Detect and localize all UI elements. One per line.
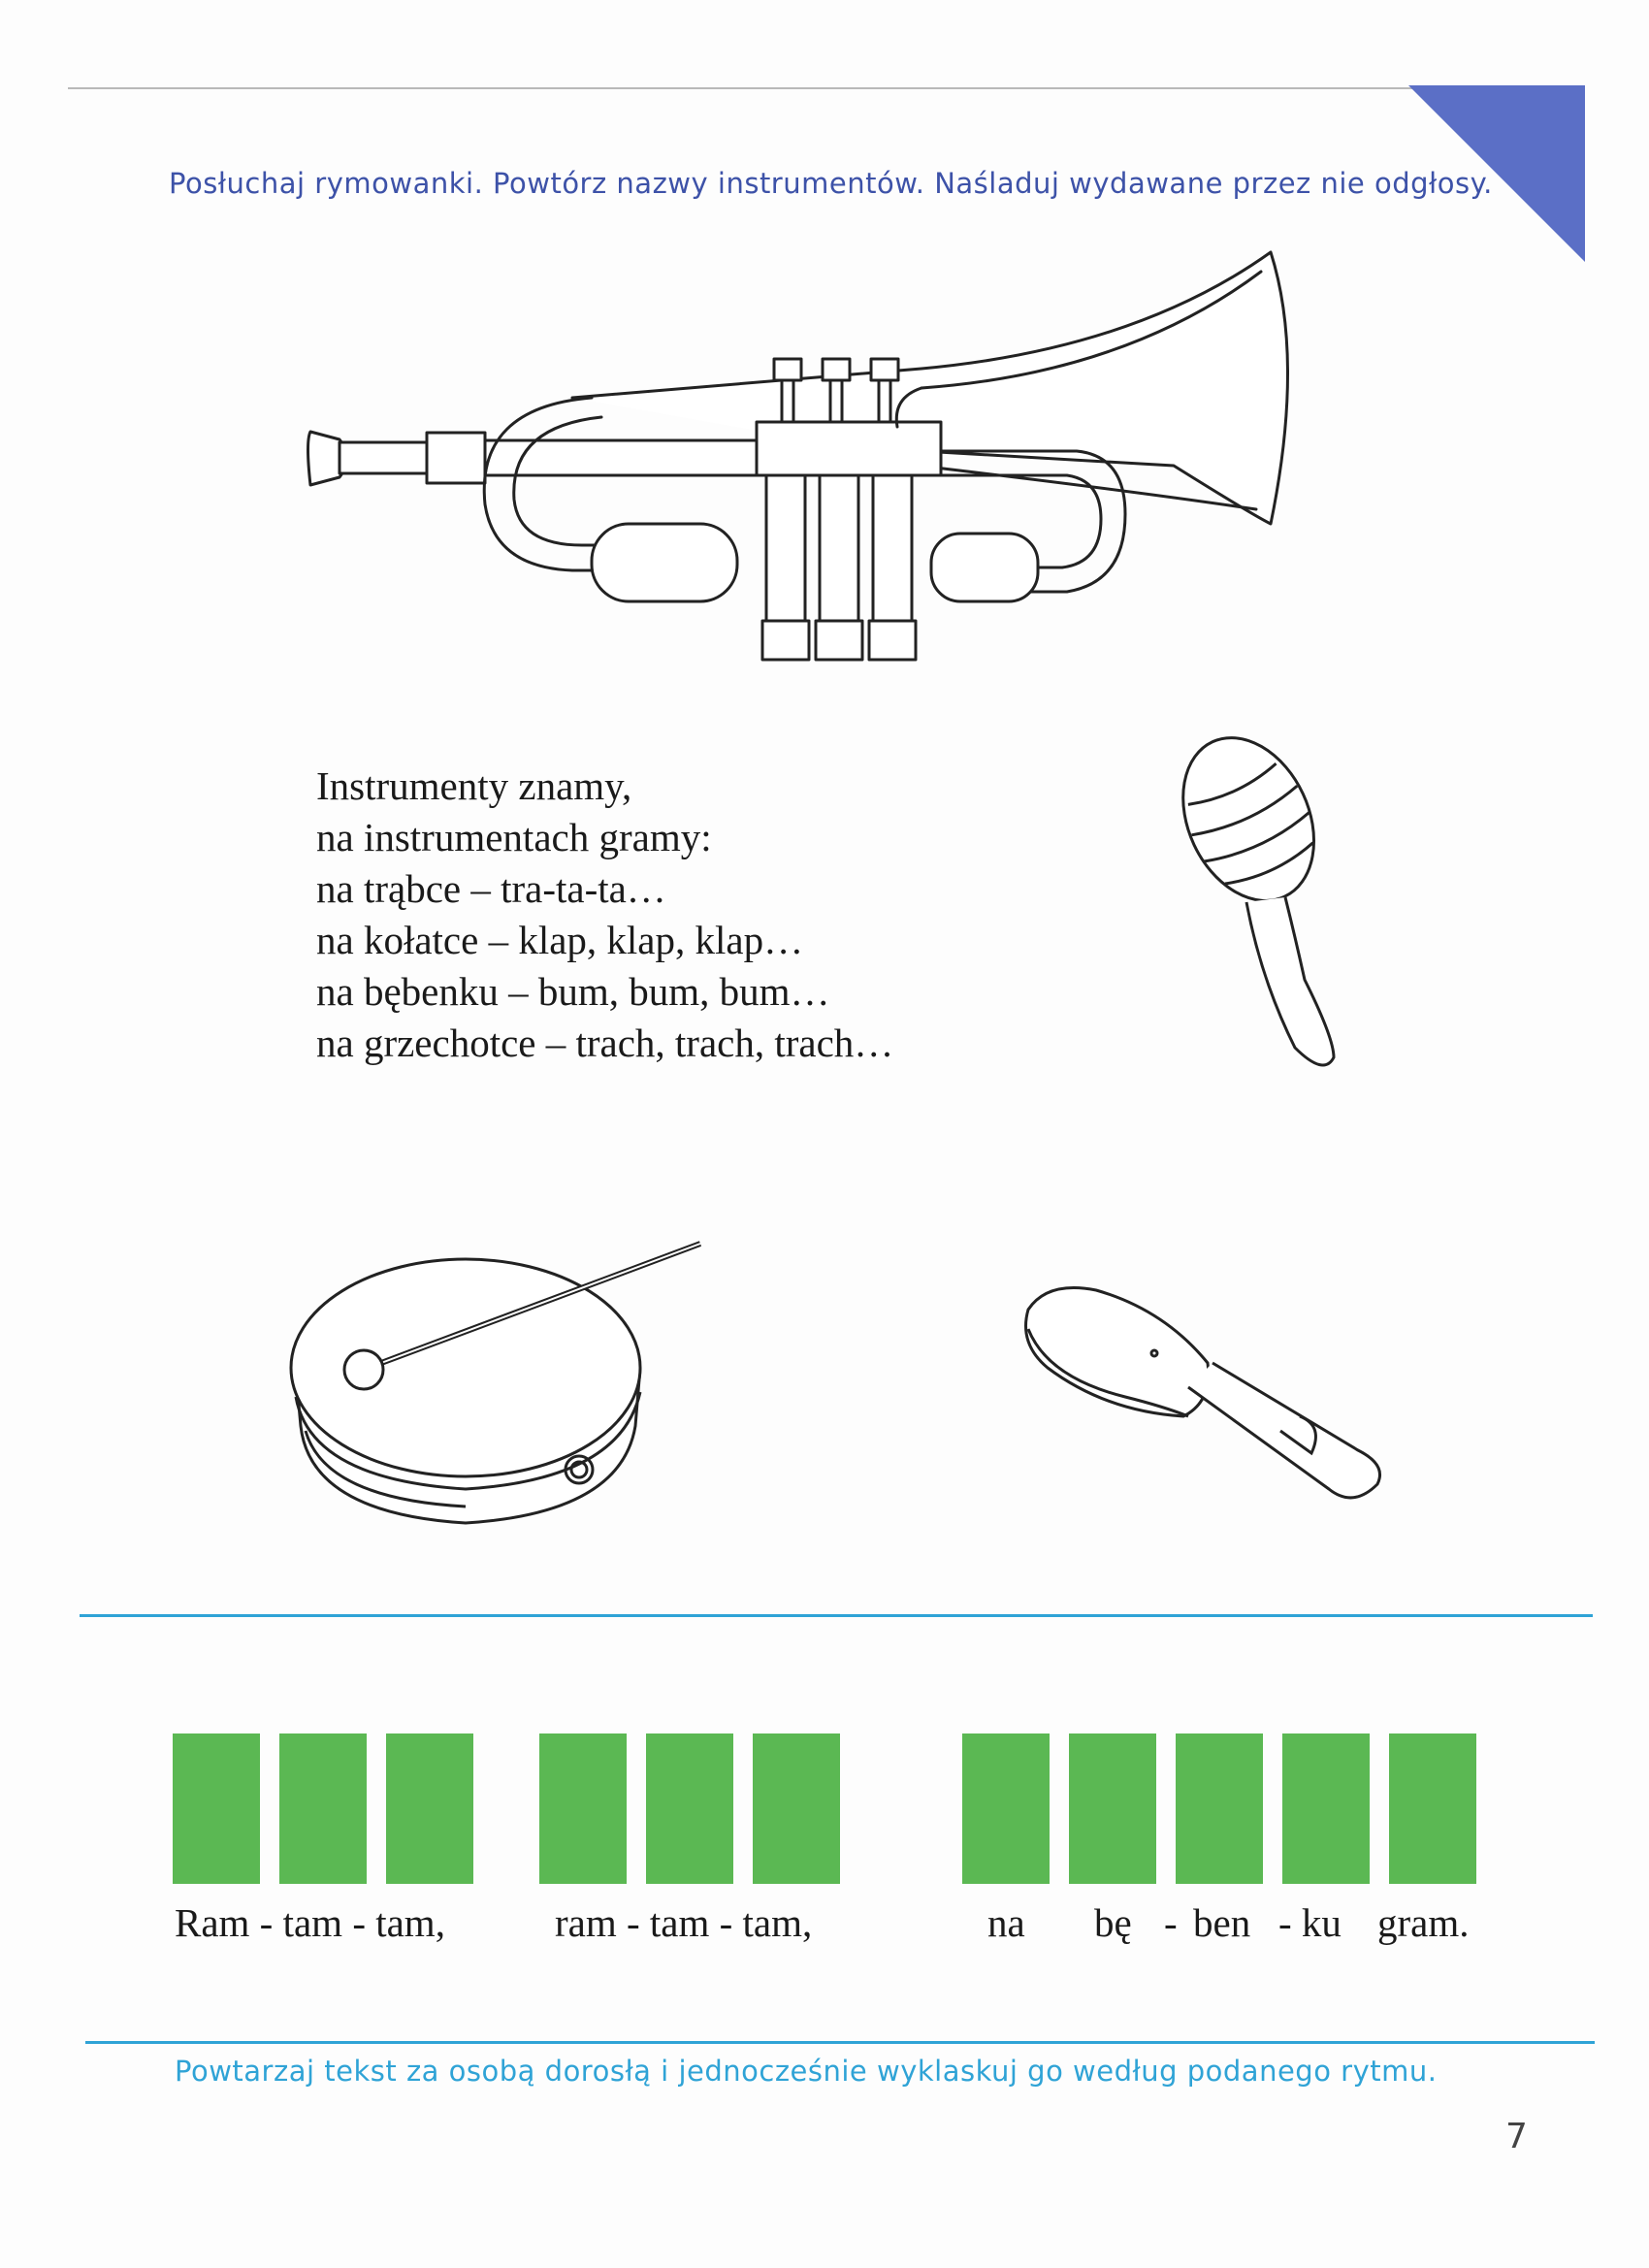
rhythm-text: Ram - tam - tam, [175,1900,445,1945]
section-divider-bottom [85,2041,1595,2044]
poem-line: na kołatce – klap, klap, klap… [316,918,804,962]
clapper-illustration [1009,1271,1397,1513]
rhythm-text: ram - tam - tam, [555,1900,813,1945]
rhythm-block [962,1733,1050,1884]
trumpet-illustration [301,243,1329,669]
rhythm-block [646,1733,733,1884]
instruction-bottom: Powtarzaj tekst za osobą dorosłą i jednocześnie wyklaskuj go według podanego rytmu. [175,2055,1438,2088]
rhythm-syllable: na [987,1900,1025,1945]
poem-line: na trąbce – tra-ta-ta… [316,866,666,911]
rhythm-block [539,1733,627,1884]
poem-line: na grzechotce – trach, trach, trach… [316,1021,894,1065]
rhythm-block [279,1733,367,1884]
poem [316,761,1053,1069]
rhythm-syllable: ben [1193,1900,1251,1945]
rhythm-block [1389,1733,1476,1884]
page-number: 7 [1505,2117,1528,2156]
rhythm-block [1282,1733,1370,1884]
rhythm-block [1069,1733,1156,1884]
rhythm-block [386,1733,473,1884]
instruction-top: Posłuchaj rymowanki. Powtórz nazwy instrumentów. Naśladuj wydawane przez nie odgłosy. [169,167,1493,200]
rhythm-syllable: - ku [1278,1900,1342,1945]
rhythm-block [1176,1733,1263,1884]
rhythm-block [753,1733,840,1884]
rhythm-block [173,1733,260,1884]
poem-line: na instrumentach gramy: [316,815,712,859]
rhythm-syllable: - [1164,1900,1178,1945]
drum-illustration [281,1232,728,1552]
rhythm-syllable: bę [1094,1900,1132,1945]
section-divider-top [80,1614,1593,1617]
poem-line: Instrumenty znamy, [316,763,632,808]
poem-line: na bębenku – bum, bum, bum… [316,969,830,1014]
top-rule [68,87,1581,89]
rhythm-syllable: gram. [1377,1900,1470,1945]
maraca-illustration [1140,728,1363,1086]
